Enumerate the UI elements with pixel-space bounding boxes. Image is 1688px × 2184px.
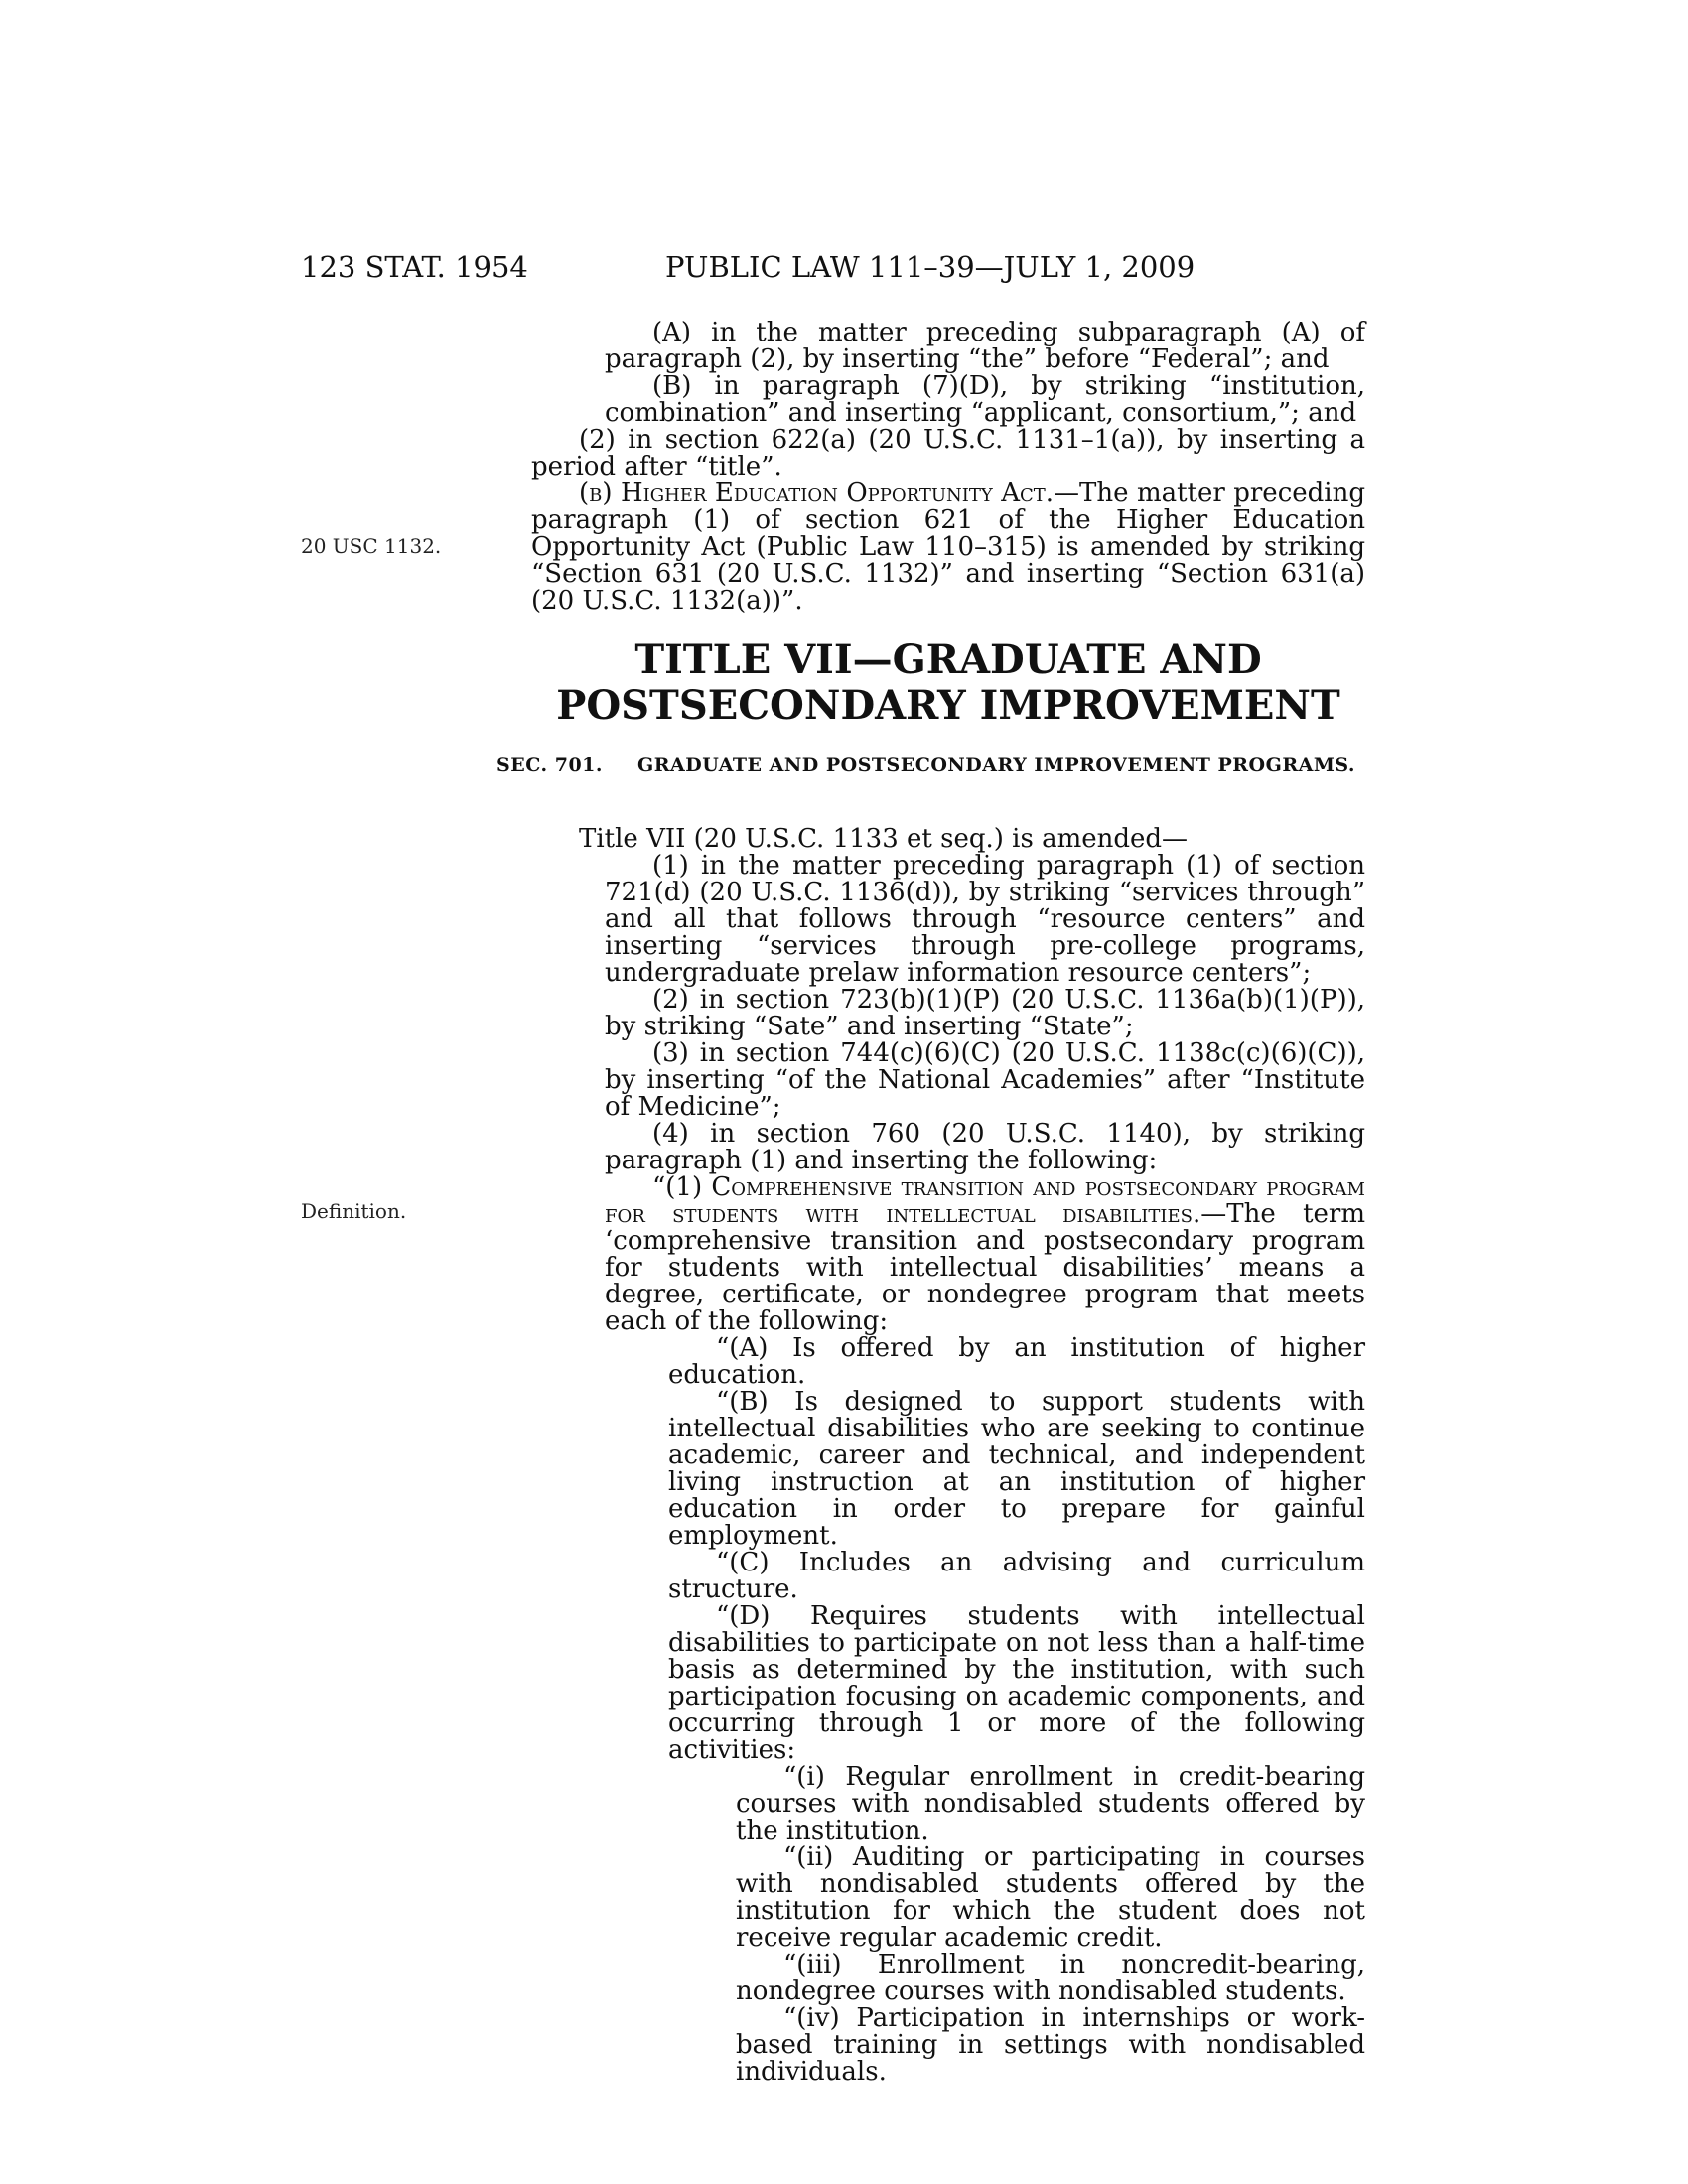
activity-i: “(i) Regular enrollment in credit-bearing courses with nondisabled students offered by the institution. [736, 1762, 1365, 1845]
amendment-1: (1) in the matter preceding paragraph (1) of section 721(d) (20 U.S.C. 1136(d)), by striking “services through” and all that follows through “resource centers” and inserting “services through pre-college programs, undergraduate prelaw information resource centers”; [605, 851, 1365, 988]
criterion-a: “(A) Is offered by an institution of higher education. [668, 1333, 1365, 1390]
subsection-b-text: —The matter preceding paragraph (1) of section 621 of the Higher Education Opportunity Act (Public Law 110–315) is amended by striking “Section 631 (20 U.S.C. 1132)” and inserting “Section 631(a) (20 U.S.C. 1132(a))”. [531, 478, 1365, 615]
section-number: SEC. 701. [496, 754, 603, 776]
running-header: PUBLIC LAW 111–39—JULY 1, 2009 [665, 250, 1196, 284]
subsection-b-heading: (b) Higher Education Opportunity Act. [579, 478, 1055, 508]
sidenote-usc: 20 USC 1132. [301, 534, 442, 558]
title-line-1: TITLE VII—GRADUATE AND [634, 636, 1262, 683]
intro-text: Title VII (20 U.S.C. 1133 et seq.) is amended— [579, 824, 1189, 854]
amendment-2: (2) in section 723(b)(1)(P) (20 U.S.C. 1136a(b)(1)(P)), by striking “Sate” and inserting “State”; [605, 985, 1365, 1041]
paragraph-a: (A) in the matter preceding subparagraph (A) of paragraph (2), by inserting “the” before “Federal”; and [605, 318, 1365, 374]
criterion-b: “(B) Is designed to support students with intellectual disabilities who are seeking to continue academic, career and technical, and independent living instruction at an institution of higher education in order to prepare for gainful employment. [668, 1387, 1365, 1551]
page-reference: 123 STAT. 1954 [301, 250, 528, 284]
criterion-d: “(D) Requires students with intellectual disabilities to participate on not less than a half-time basis as determined by the institution, with such participation focusing on academic components, and occurring through 1 or more of the following activities: [668, 1601, 1365, 1765]
definition-text: —The term ‘comprehensive transition and postsecondary program for students with intellectual disabilities’ means a degree, certificate, or nondegree program that meets each of the following: [605, 1199, 1365, 1336]
subsection-b [531, 480, 1365, 614]
activity-iii: “(iii) Enrollment in noncredit-bearing, nondegree courses with nondisabled students. [736, 1950, 1365, 2006]
definition-paragraph [531, 1174, 1365, 1335]
title-line-2: POSTSECONDARY IMPROVEMENT [556, 682, 1340, 729]
definition-heading: “(1) Comprehensive transition and postsecondary program for students with intellectual disabilities. [605, 1172, 1365, 1229]
section-title: GRADUATE AND POSTSECONDARY IMPROVEMENT PROGRAMS. [637, 754, 1356, 776]
title-heading [531, 637, 1365, 729]
paragraph-2: (2) in section 622(a) (20 U.S.C. 1131–1(a)), by inserting a period after “title”. [531, 425, 1365, 481]
amendment-4: (4) in section 760 (20 U.S.C. 1140), by striking paragraph (1) and inserting the following: [605, 1119, 1365, 1175]
sidenote-definition: Definition. [301, 1199, 407, 1223]
criterion-c: “(C) Includes an advising and curriculum structure. [668, 1548, 1365, 1604]
activity-iv: “(iv) Participation in internships or work-based training in settings with nondisabled individuals. [736, 2003, 1365, 2087]
paragraph-b: (B) in paragraph (7)(D), by striking “institution, combination” and inserting “applicant, consortium,”; and [605, 371, 1365, 428]
section-heading [496, 752, 1365, 778]
activity-ii: “(ii) Auditing or participating in courses with nondisabled students offered by the institution for which the student does not receive regular academic credit. [736, 1843, 1365, 1953]
section-body [531, 826, 1365, 2086]
top-block [531, 320, 1365, 614]
amendment-3: (3) in section 744(c)(6)(C) (20 U.S.C. 1138c(c)(6)(C)), by inserting “of the National Academies” after “Institute of Medicine”; [605, 1038, 1365, 1122]
